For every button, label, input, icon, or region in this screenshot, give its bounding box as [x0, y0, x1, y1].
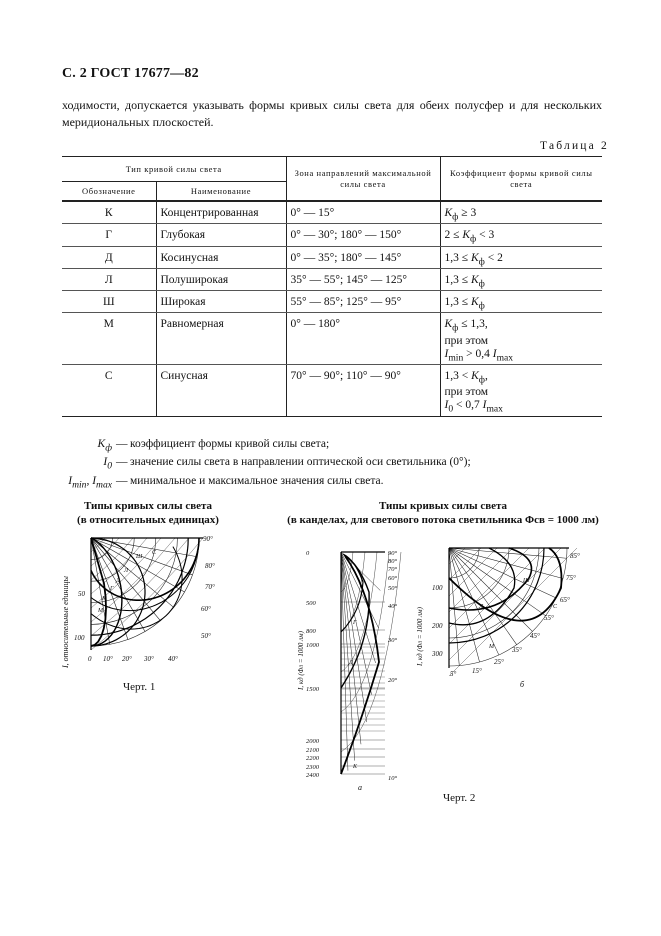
radial-label: 0 [306, 550, 310, 557]
coefficient-line: при этом [444, 334, 489, 347]
cell-designation: Г [62, 224, 156, 246]
cell-coefficient [440, 224, 602, 246]
angle-label: 35° [512, 646, 522, 654]
figure2-title-line2: (в канделах, для светового потока светильника Φсв = 1000 лм) [287, 514, 599, 526]
table-label: Таблица 2 [540, 140, 609, 152]
radial-label: 2200 [306, 755, 319, 762]
figure2-title [283, 499, 603, 527]
cell-name: Полуширокая [156, 268, 286, 290]
angle-label: 10° [388, 775, 398, 782]
coefficient-line: $1,3 < K_ф$, [444, 370, 488, 386]
angle-label: 65° [560, 596, 570, 604]
coefficient-line: $K_ф \ge 3$ [444, 207, 477, 223]
note-text: коэффициент формы кривой силы света; [130, 438, 330, 450]
cell-name: Косинусная [156, 246, 286, 268]
cell-coefficient [440, 201, 602, 224]
radial-label: 100 [432, 584, 443, 592]
angle-label: 50° [201, 632, 211, 640]
angle-label: 0 [88, 655, 92, 663]
coefficient-line: $I_0 < 0,7$ $I_{max}$ [444, 399, 503, 415]
coefficient-line: $1,3 \le K_ф < 2$ [444, 251, 503, 267]
angle-label: 20° [388, 677, 398, 684]
table-row [62, 268, 602, 290]
radial-label: 800 [306, 628, 316, 635]
angle-label: 55° [544, 614, 554, 622]
figure2b-chart [412, 540, 608, 690]
angle-label: 80° [205, 562, 215, 570]
angle-label: 60° [201, 605, 211, 613]
angle-label: 75° [566, 574, 576, 582]
note-dash: — [116, 438, 128, 450]
cell-zone: 35° — 55°; 145° — 125° [286, 268, 440, 290]
grid-curve [341, 552, 401, 752]
curve-types-table [62, 156, 602, 417]
radial-label: 100 [74, 634, 85, 642]
curve-sh [449, 548, 532, 610]
coefficient-line: при этом [444, 386, 489, 399]
cell-name: Равномерная [156, 313, 286, 365]
angle-label: 40° [168, 655, 178, 663]
radial-label: 50 [78, 590, 85, 598]
radial-label: 2300 [306, 764, 319, 771]
angle-label: 30° [388, 637, 398, 644]
cell-designation: Л [62, 268, 156, 290]
coefficient-line: $I_{min} > 0,4$ $I_{max}$ [444, 347, 514, 364]
table-row [62, 201, 602, 224]
cell-zone: 0° — 15° [286, 201, 440, 224]
angle-label: 20° [122, 655, 132, 663]
coefficient-line: $1,3 \le K_ф$ [444, 273, 485, 290]
coefficient-line: $2 \le K_ф < 3$ [444, 229, 495, 245]
figure1-chart [58, 528, 248, 678]
cell-zone: 70° — 90°; 110° — 90° [286, 365, 440, 417]
angle-label: 50° [388, 585, 398, 592]
cell-designation: М [62, 313, 156, 365]
curve-label: Д [116, 578, 120, 584]
figure2-title-line1: Типы кривых силы света [378, 500, 508, 512]
curve-label: Ш [523, 578, 530, 584]
angle-label: 90° [388, 550, 398, 557]
curve-label: Л [479, 604, 484, 610]
cell-name: Синусная [156, 365, 286, 417]
note-item [62, 455, 471, 473]
note-item [62, 474, 471, 492]
figure1-title-line2: (в относительных единицах) [77, 514, 219, 526]
angle-label: 60° [388, 575, 398, 582]
cell-coefficient [440, 268, 602, 290]
curve-label: С [553, 604, 558, 610]
y-axis-label: I, кд (Φл = 1000 лм) [416, 607, 424, 666]
radial-label: 2100 [306, 747, 319, 754]
header-coefficient: Коэффициент формы кривой силы света [440, 157, 602, 202]
cell-coefficient [440, 291, 602, 313]
note-symbol: $I_0$ [103, 456, 112, 472]
cell-coefficient [440, 365, 602, 417]
coefficient-line: $K_ф \le 1,3$, [444, 318, 488, 334]
radial-label: 2400 [306, 772, 319, 779]
curve-label: М [98, 608, 103, 614]
table-notes [62, 437, 471, 492]
angle-label: 90° [203, 535, 213, 543]
subfigure-label: а [358, 783, 362, 792]
curve-label: Г [353, 620, 357, 626]
note-dash: — [116, 474, 128, 487]
cell-designation: Д [62, 246, 156, 268]
angle-label: 30° [144, 655, 154, 663]
cell-zone: 0° — 30°; 180° — 150° [286, 224, 440, 246]
angle-label: 70° [205, 583, 215, 591]
intro-paragraph: ходимости, допускается указывать формы кривых силы света для обеих полусфер и для нескольких меридиональных плоскостей. [62, 98, 602, 129]
cell-designation: С [62, 365, 156, 417]
coefficient-line: $1,3 \le K_ф$ [444, 296, 485, 312]
curve-label: Л [124, 568, 129, 574]
figure1-title-line1: Типы кривых силы света [83, 500, 213, 512]
angle-label: 25° [494, 658, 504, 666]
radial-label: 300 [432, 650, 443, 658]
y-axis-label: I, кд (Φл = 1000 лм) [297, 631, 305, 690]
figure2-caption: Черт. 2 [443, 792, 476, 804]
cell-coefficient [440, 246, 602, 268]
header-name: Наименование [156, 182, 286, 202]
figure1-title [62, 499, 234, 527]
table-row [62, 291, 602, 313]
radial-label: 1000 [306, 642, 319, 649]
table-row [62, 246, 602, 268]
figure2a-chart [295, 540, 407, 792]
note-dash: — [116, 456, 128, 469]
grid-radial-line [449, 548, 517, 645]
curve-label: Д [349, 660, 353, 666]
cell-designation: К [62, 201, 156, 224]
header-curve-type: Тип кривой силы света [62, 157, 286, 182]
angle-label: 5° [450, 670, 457, 678]
curve-label: К [102, 596, 106, 602]
curve-label: Г [110, 586, 114, 592]
radial-label: 500 [306, 600, 316, 607]
note-symbol: $K_ф$ [97, 438, 112, 454]
figure1-caption: Черт. 1 [123, 681, 156, 693]
cell-zone: 0° — 35°; 180° — 145° [286, 246, 440, 268]
page-header: С. 2 ГОСТ 17677—82 [62, 66, 199, 81]
radial-label: 2000 [306, 738, 319, 745]
note-item [62, 437, 471, 455]
curve-label: Ш [136, 554, 143, 560]
angle-label: 70° [388, 566, 398, 573]
cell-designation: Ш [62, 291, 156, 313]
y-axis-label: I, относительные единицы [61, 576, 70, 668]
cell-name: Широкая [156, 291, 286, 313]
subfigure-label: б [520, 680, 525, 689]
table-row [62, 313, 602, 365]
cell-name: Глубокая [156, 224, 286, 246]
angle-label: 10° [103, 655, 113, 663]
note-symbol: $I_{min}$, $I_{max}$ [68, 474, 112, 490]
table-row [62, 224, 602, 246]
table-row [62, 365, 602, 417]
radial-label: 200 [432, 622, 443, 630]
header-zone: Зона направлений максимальной силы света [286, 157, 440, 202]
grid-radial-line [449, 548, 546, 616]
cell-coefficient [440, 313, 602, 365]
cell-zone: 55° — 85°; 125° — 95° [286, 291, 440, 313]
cell-name: Концентрированная [156, 201, 286, 224]
angle-label: 40° [388, 603, 398, 610]
note-text: значение силы света в направлении оптической оси светильника (0°); [130, 456, 471, 469]
radial-label: 1500 [306, 686, 319, 693]
angle-label: 45° [530, 632, 540, 640]
angle-label: 15° [472, 667, 482, 675]
header-designation: Обозначение [62, 182, 156, 202]
curve-label: К [353, 764, 357, 770]
note-text: минимальное и максимальное значения силы света. [130, 474, 384, 487]
cell-zone: 0° — 180° [286, 313, 440, 365]
angle-label: 85° [570, 552, 580, 560]
curve-label: М [489, 644, 494, 650]
curve-label: С [152, 550, 157, 556]
angle-label: 80° [388, 558, 398, 565]
